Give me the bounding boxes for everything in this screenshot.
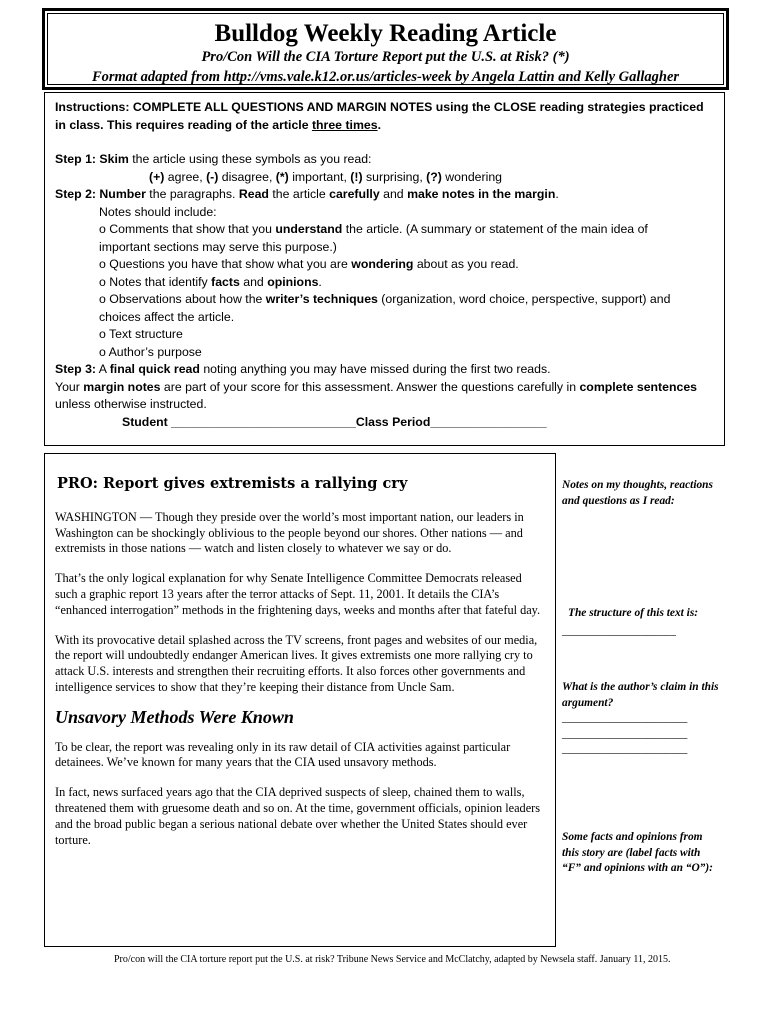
bullet-authors-purpose: o Author’s purpose	[99, 344, 202, 359]
bullet-facts-opinions	[55, 274, 714, 292]
symbol-wondering: (?)	[426, 169, 442, 184]
margin-note-thoughts: Notes on my thoughts, reactions and questions as I read:	[562, 479, 713, 507]
bullet-2-text-c: about as you read.	[413, 257, 519, 271]
header-box	[42, 8, 729, 90]
margin-notes-instruction-cont: unless otherwise instructed.	[55, 397, 207, 411]
article-box	[44, 453, 556, 947]
source-citation: Pro/con will the CIA torture report put the U.S. at risk? Tribune News Service and McClatchy, adapted by Newsela staff. January 11, 2015.	[114, 954, 671, 965]
step-3-final-quick-read: final quick read	[109, 362, 200, 376]
margin-note-claim	[562, 680, 722, 758]
step-2-text-1: the paragraphs.	[145, 187, 239, 201]
bullet-3-opinions: opinions	[267, 274, 319, 289]
notes-include: Notes should include:	[99, 204, 217, 219]
bullet-1-text-a: o Comments that show that you	[99, 222, 276, 236]
instructions-box	[44, 92, 725, 446]
format-credit: Format adapted from http://vms.vale.k12.or.us/articles-week by Angela Lattin and Kelly Gallagher	[91, 69, 680, 85]
symbol-surprising: (!)	[350, 169, 363, 184]
bullet-2-text-a: o Questions you have that show what you are	[99, 257, 352, 271]
step-1-skim: Skim	[99, 152, 129, 166]
bullet-4-writer-techniques: writer’s techniques	[265, 292, 378, 306]
symbols-line	[55, 169, 714, 187]
symbol-surprising-label: surprising,	[362, 169, 427, 184]
step-1-label: Step 1:	[55, 152, 96, 166]
step-3-label: Step 3:	[55, 362, 96, 376]
claim-answer-line[interactable]: ______________________	[562, 712, 688, 724]
claim-answer-line[interactable]: ______________________	[562, 743, 688, 755]
symbol-wondering-label: wondering	[441, 169, 503, 184]
bullet-text-structure: o Text structure	[99, 327, 183, 341]
symbol-disagree: (-)	[206, 169, 219, 184]
margin-note-structure	[562, 606, 722, 622]
bullet-3-and: and	[239, 274, 268, 289]
step-2-text-4: .	[555, 187, 559, 201]
step-3-text-2: noting anything you may have missed during the first two reads.	[199, 362, 551, 376]
step-2-carefully: carefully	[329, 187, 380, 201]
article-paragraph: With its provocative detail splashed across the TV screens, front pages and websites of our media, the report will undoubtedly endanger American lives. It gives extremists one more rallying cry to attack U.S. interests and strengthen their recruiting efforts. It also forces other governments and intelligence services to show that they’re keeping their distance from Uncle Sam.	[55, 632, 538, 694]
symbol-disagree-label: disagree,	[218, 169, 276, 184]
bullet-understand	[55, 221, 714, 239]
margin-note-facts-opinions: Some facts and opinions from this story are (label facts with “F” and opinions with an “O”):	[562, 831, 713, 874]
bullet-writer-techniques	[55, 291, 714, 309]
article-paragraph: WASHINGTON — Though they preside over the world’s most important nation, our leaders in Washington can be shockingly oblivious to the people beyond our shores. Other nations — and extremists in those nations — watch and listen closely to whatever we say or do.	[55, 509, 524, 556]
intro-period: .	[377, 117, 381, 132]
step-1-text: the article using these symbols as you read:	[128, 152, 372, 166]
bullet-1-understand: understand	[275, 222, 343, 236]
margin-text-1: Your	[55, 379, 84, 394]
bullet-3-period: .	[318, 274, 322, 289]
step-1	[55, 151, 714, 169]
instructions-intro	[55, 99, 714, 134]
step-2-text-3: and	[379, 187, 408, 201]
structure-prompt: The structure of this text is:	[568, 607, 699, 619]
margin-text-2: are part of your score for this assessment. Answer the questions carefully in	[160, 379, 580, 394]
article-subheading: Unsavory Methods Were Known	[55, 706, 294, 727]
margin-note-structure-line[interactable]	[562, 624, 722, 640]
symbol-important: (*)	[275, 169, 289, 184]
complete-sentences-bold: complete sentences	[579, 379, 698, 394]
margin-notes-bold: margin notes	[83, 379, 161, 394]
document-title: Bulldog Weekly Reading Article	[214, 20, 557, 47]
structure-answer-line[interactable]: ____________________	[562, 625, 676, 637]
instructions-intro-text: Instructions: COMPLETE ALL QUESTIONS AND MARGIN NOTES using the CLOSE reading strategies practiced in class. This requires reading of the article	[55, 100, 704, 132]
three-times-emphasis: three times	[311, 117, 378, 132]
margin-notes-instruction	[55, 379, 714, 397]
step-3	[55, 361, 714, 379]
claim-answer-line[interactable]: ______________________	[562, 727, 688, 740]
step-2-number: Number	[99, 187, 146, 201]
bullet-wondering	[55, 256, 714, 274]
bullet-4-text-a: o Observations about how the	[99, 292, 266, 306]
bullet-writer-techniques-cont: choices affect the article.	[99, 309, 235, 324]
step-3-text-1: A	[96, 362, 110, 376]
symbol-agree-label: agree,	[164, 169, 207, 184]
step-2-label: Step 2:	[55, 187, 96, 201]
pro-heading: PRO: Report gives extremists a rallying cry	[57, 475, 408, 492]
step-2	[55, 186, 714, 204]
step-2-text-2: the article	[268, 187, 330, 201]
article-paragraph: That’s the only logical explanation for why Senate Intelligence Committee Democrats released such a graphic report 13 years after the terror attacks of Sept. 11, 2001. It details the CIA’s “enhanced interrogation” methods in the frightening days, weeks and months after that fateful day.	[55, 571, 541, 617]
step-2-margin-notes: make notes in the margin	[407, 187, 556, 201]
student-class-period-line[interactable]: Student ___________________________Class Period_________________	[122, 414, 547, 429]
article-subtitle: Pro/Con Will the CIA Torture Report put the U.S. at Risk? (*)	[201, 49, 570, 65]
bullet-2-wondering: wondering	[351, 257, 414, 271]
bullet-3-facts: facts	[211, 274, 240, 289]
bullet-understand-cont: important sections may serve this purpose.)	[99, 239, 337, 254]
bullet-4-text-c: (organization, word choice, perspective, support) and	[377, 292, 671, 306]
article-paragraph: To be clear, the report was revealing only in its raw detail of CIA activities against particular detainees. We’ve known for many years that the CIA used unsavory methods.	[55, 739, 511, 770]
step-2-read: Read	[238, 187, 269, 201]
bullet-3-text-a: o Notes that identify	[99, 274, 212, 289]
article-paragraph: In fact, news surfaced years ago that the CIA deprived suspects of sleep, chained them to walls, threatened them with gruesome death and so on. At the time, government officials, opinion leaders and the broad public began a serious national debate over whether the United States should ever torture.	[55, 785, 541, 847]
claim-prompt: What is the author’s claim in this argument?	[562, 681, 719, 709]
symbol-important-label: important,	[288, 169, 351, 184]
symbol-agree: (+)	[149, 169, 165, 184]
bullet-1-text-c: the article. (A summary or statement of the main idea of	[342, 222, 648, 236]
